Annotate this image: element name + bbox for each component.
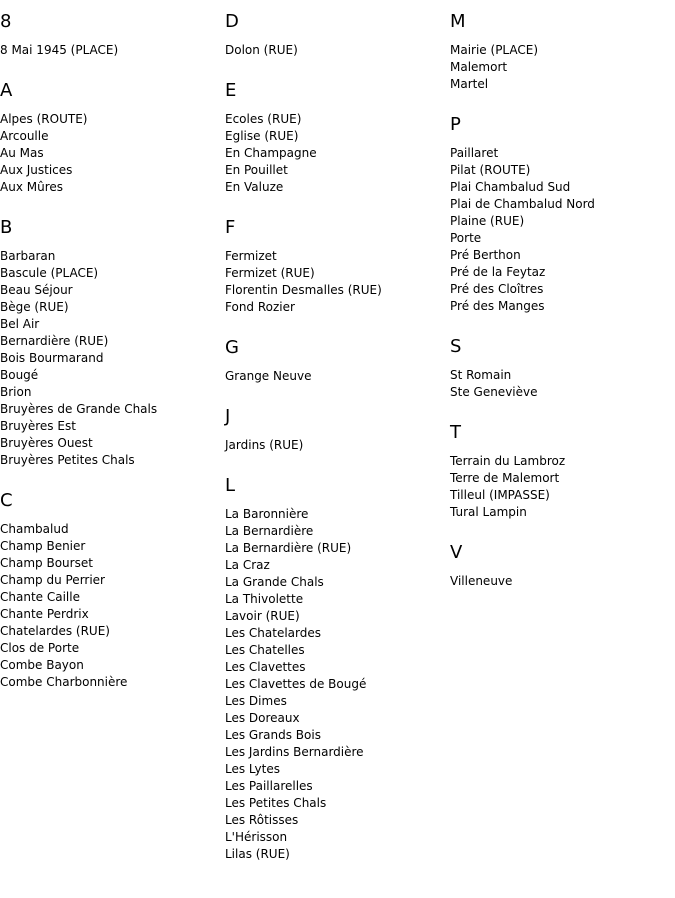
street-list-item: Bel Air — [0, 317, 40, 331]
street-list-item: Pré des Cloîtres — [450, 282, 544, 296]
street-list-item: Villeneuve — [450, 574, 513, 588]
street-list — [225, 368, 450, 385]
street-list — [450, 453, 675, 521]
street-list-item: Jardins (RUE) — [225, 438, 304, 452]
section-letter-heading: D — [225, 11, 239, 32]
street-list-item: Chambalud — [0, 522, 69, 536]
street-list-item: Champ Benier — [0, 539, 86, 553]
street-list-item: Mairie (PLACE) — [450, 43, 539, 57]
street-list — [225, 111, 450, 196]
section-letter-heading: A — [0, 80, 13, 101]
street-list — [225, 248, 450, 316]
section-letter-heading: B — [0, 217, 13, 238]
street-list-item: Plaine (RUE) — [450, 214, 525, 228]
section-letter-heading: P — [450, 114, 461, 135]
street-list — [450, 145, 675, 315]
street-list-item: Les Chatelles — [225, 643, 305, 657]
street-list-item: 8 Mai 1945 (PLACE) — [0, 43, 119, 57]
street-list-item: Terrain du Lambroz — [450, 454, 566, 468]
section-letter-heading: F — [225, 217, 236, 238]
street-list-item: Lilas (RUE) — [225, 847, 290, 861]
street-list-item: Clos de Porte — [0, 641, 80, 655]
section-letter-heading: G — [225, 337, 239, 358]
street-list-item: Les Clavettes de Bougé — [225, 677, 367, 691]
street-list-item: La Baronnière — [225, 507, 309, 521]
street-list-item: Fermizet — [225, 249, 277, 263]
index-section — [450, 543, 675, 590]
street-list-item: Combe Charbonnière — [0, 675, 128, 689]
street-list-item: Eglise (RUE) — [225, 129, 299, 143]
street-list-item: Tilleul (IMPASSE) — [450, 488, 550, 502]
index-section — [0, 218, 225, 469]
street-list-item: Lavoir (RUE) — [225, 609, 300, 623]
street-list-item: Barbaran — [0, 249, 56, 263]
index-section — [225, 338, 450, 385]
section-letter-heading: 8 — [0, 11, 12, 32]
street-list-item: Pré de la Feytaz — [450, 265, 546, 279]
street-list-item: Bruyères de Grande Chals — [0, 402, 158, 416]
street-list-item: Ecoles (RUE) — [225, 112, 302, 126]
street-list-item: Porte — [450, 231, 482, 245]
street-list-item: Ste Geneviève — [450, 385, 538, 399]
street-list-item: Florentin Desmalles (RUE) — [225, 283, 382, 297]
street-list-item: Bruyères Petites Chals — [0, 453, 135, 467]
street-list-item: La Grande Chals — [225, 575, 324, 589]
street-list-item: Bougé — [0, 368, 39, 382]
index-section — [450, 423, 675, 521]
section-letter-heading: J — [225, 406, 231, 427]
street-list-item: La Thivolette — [225, 592, 304, 606]
street-list-item: Chante Caille — [0, 590, 80, 604]
street-list-item: Malemort — [450, 60, 508, 74]
street-list-item: Fond Rozier — [225, 300, 295, 314]
section-letter-heading: V — [450, 542, 463, 563]
street-list-item: Bernardière (RUE) — [0, 334, 109, 348]
index-section — [0, 12, 225, 59]
index-section — [450, 12, 675, 93]
street-list-item: Plai Chambalud Sud — [450, 180, 571, 194]
street-list-item: Alpes (ROUTE) — [0, 112, 88, 126]
street-list-item: Les Grands Bois — [225, 728, 321, 742]
street-list-item: Les Clavettes — [225, 660, 306, 674]
index-section — [225, 407, 450, 454]
street-list — [225, 42, 450, 59]
index-section — [450, 115, 675, 315]
street-list-item: Fermizet (RUE) — [225, 266, 315, 280]
street-list-item: Pré des Manges — [450, 299, 545, 313]
street-list-item: Plai de Chambalud Nord — [450, 197, 595, 211]
street-list-item: Chatelardes (RUE) — [0, 624, 110, 638]
street-list-item: Les Paillarelles — [225, 779, 313, 793]
street-list-item: Grange Neuve — [225, 369, 312, 383]
index-section — [0, 491, 225, 691]
street-list-item: Les Petites Chals — [225, 796, 327, 810]
section-letter-heading: T — [450, 422, 461, 443]
street-list-item: En Champagne — [225, 146, 317, 160]
street-list-item: Bois Bourmarand — [0, 351, 104, 365]
street-list — [450, 367, 675, 401]
index-section — [0, 81, 225, 196]
section-letter-heading: M — [450, 11, 466, 32]
street-list-item: Champ Bourset — [0, 556, 93, 570]
street-list — [0, 248, 225, 469]
index-section — [225, 218, 450, 316]
street-list-item: Dolon (RUE) — [225, 43, 298, 57]
street-list-item: Arcoulle — [0, 129, 49, 143]
street-list-item: En Valuze — [225, 180, 284, 194]
street-list-item: Les Chatelardes — [225, 626, 322, 640]
street-list-item: Au Mas — [0, 146, 44, 160]
section-letter-heading: S — [450, 336, 462, 357]
section-letter-heading: E — [225, 80, 237, 101]
street-list-item: Brion — [0, 385, 32, 399]
street-list-item: Les Rôtisses — [225, 813, 299, 827]
street-list-item: Champ du Perrier — [0, 573, 105, 587]
street-list-item: Tural Lampin — [450, 505, 527, 519]
street-list-item: L'Hérisson — [225, 830, 288, 844]
street-list-item: Les Dimes — [225, 694, 287, 708]
street-list-item: Martel — [450, 77, 489, 91]
street-list-item: Les Doreaux — [225, 711, 300, 725]
street-list-item: La Craz — [225, 558, 270, 572]
street-list-item: Bruyères Ouest — [0, 436, 93, 450]
index-column-1 — [0, 12, 225, 713]
street-list-item: Bruyères Est — [0, 419, 76, 433]
street-list-item: Pilat (ROUTE) — [450, 163, 531, 177]
street-list — [450, 573, 675, 590]
street-list-item: Les Jardins Bernardière — [225, 745, 364, 759]
section-letter-heading: L — [225, 475, 236, 496]
street-list-item: St Romain — [450, 368, 512, 382]
street-list-item: Bascule (PLACE) — [0, 266, 99, 280]
index-section — [450, 337, 675, 401]
street-list-item: Aux Mûres — [0, 180, 63, 194]
index-column-3 — [450, 12, 675, 612]
street-list — [225, 506, 450, 863]
street-list-item: Aux Justices — [0, 163, 73, 177]
street-list-item: La Bernardière (RUE) — [225, 541, 352, 555]
street-list-item: Beau Séjour — [0, 283, 73, 297]
street-list-item: Les Lytes — [225, 762, 280, 776]
street-list-item: Terre de Malemort — [450, 471, 560, 485]
street-list-item: Pré Berthon — [450, 248, 521, 262]
street-list — [450, 42, 675, 93]
street-list — [225, 437, 450, 454]
index-section — [225, 476, 450, 863]
street-list — [0, 42, 225, 59]
section-letter-heading: C — [0, 490, 13, 511]
street-list-item: Chante Perdrix — [0, 607, 89, 621]
street-list-item: Paillaret — [450, 146, 499, 160]
street-list — [0, 111, 225, 196]
street-list-item: La Bernardière — [225, 524, 314, 538]
index-column-2 — [225, 12, 450, 885]
street-list-item: Bège (RUE) — [0, 300, 69, 314]
index-section — [225, 12, 450, 59]
index-section — [225, 81, 450, 196]
street-list-item: En Pouillet — [225, 163, 288, 177]
street-list-item: Combe Bayon — [0, 658, 84, 672]
street-list — [0, 521, 225, 691]
